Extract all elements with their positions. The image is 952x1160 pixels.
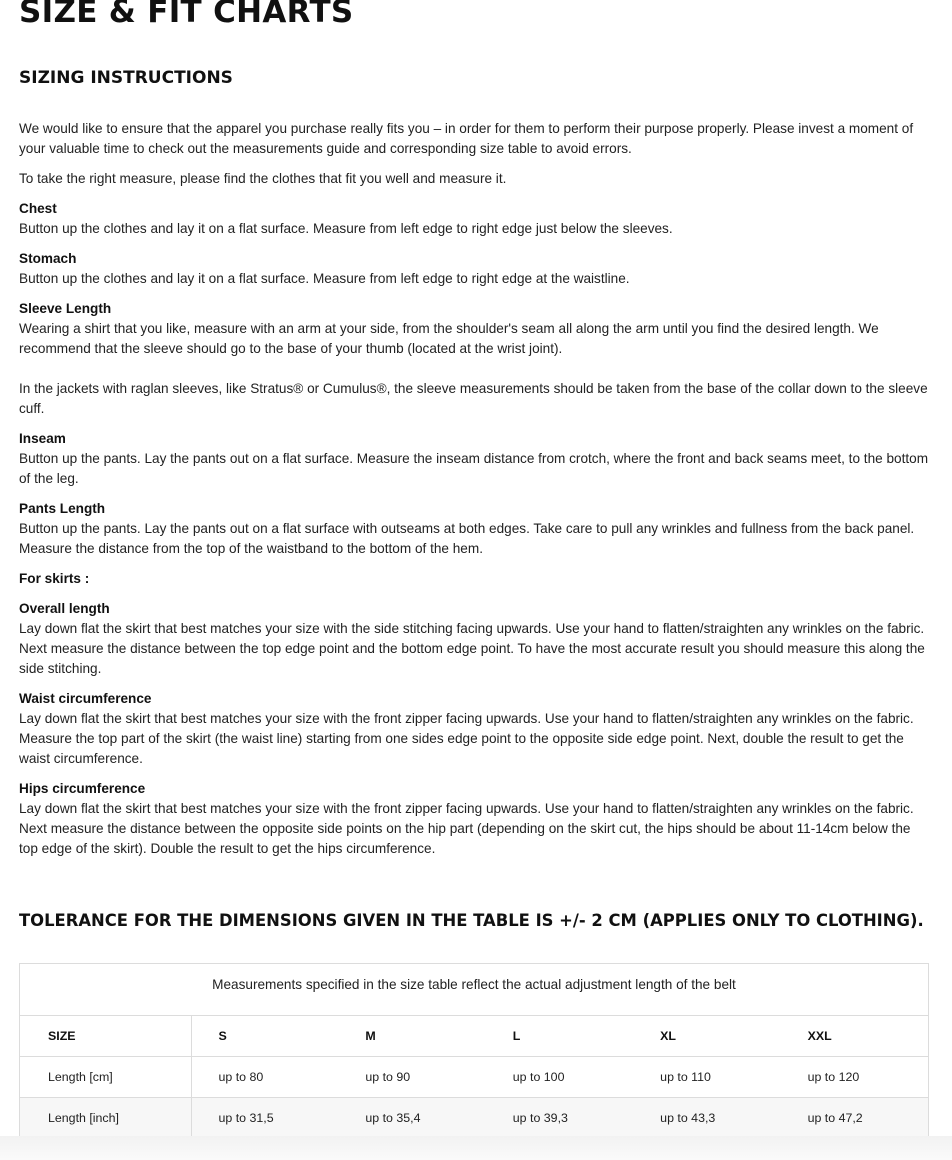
- hips-section: [19, 779, 931, 859]
- header-xxl: XXL: [807, 1029, 832, 1043]
- row-label-inch: Length [inch]: [20, 1098, 191, 1139]
- table-cell: up to 31,5: [218, 1111, 274, 1125]
- sleeve-title: Sleeve Length: [19, 301, 112, 316]
- size-table-grid: [20, 1016, 928, 1138]
- table-cell: up to 90: [365, 1070, 411, 1084]
- chest-text: Button up the clothes and lay it on a flat surface. Measure from left edge to right edge just below the sleeves.: [19, 221, 673, 236]
- header-size: SIZE: [20, 1016, 191, 1057]
- table-cell: up to 110: [660, 1070, 711, 1084]
- pants-length-title: Pants Length: [19, 501, 106, 516]
- inseam-section: [19, 429, 931, 489]
- sleeve-text: Wearing a shirt that you like, measure with an arm at your side, from the shoulder's seam all along the arm until you find the desired length. We recommend that the sleeve should go to the base of your thumb (located at the wrist joint).: [19, 321, 879, 356]
- overall-length-title: Overall length: [19, 601, 110, 616]
- skirts-heading-para: [19, 569, 931, 589]
- chest-title: Chest: [19, 201, 57, 216]
- header-l: L: [512, 1029, 521, 1043]
- intro-paragraph: We would like to ensure that the apparel you purchase really fits you – in order for them to perform their purpose properly. Please invest a moment of your valuable time to check out the measurements guide and corresponding size table to avoid errors.: [19, 121, 914, 156]
- table-cell: up to 43,3: [660, 1111, 716, 1125]
- table-cell: up to 47,2: [807, 1111, 863, 1125]
- inseam-text: Button up the pants. Lay the pants out on a flat surface. Measure the inseam distance from crotch, where the front and back seams meet, to the bottom of the leg.: [19, 451, 929, 486]
- overall-length-section: [19, 599, 931, 679]
- raglan-note: In the jackets with raglan sleeves, like Stratus® or Cumulus®, the sleeve measurements should be taken from the base of the collar down to the sleeve cuff.: [19, 381, 928, 416]
- section-title: SIZING INSTRUCTIONS: [19, 68, 233, 88]
- table-row: [20, 1098, 928, 1139]
- header-s: S: [218, 1029, 227, 1043]
- header-m: M: [365, 1029, 376, 1043]
- pants-length-section: [19, 499, 931, 559]
- intro-measure-note: To take the right measure, please find the clothes that fit you well and measure it.: [19, 171, 507, 186]
- hips-text: Lay down flat the skirt that best matches your size with the front zipper facing upwards. Use your hand to flatten/straighten any wrinkles on the fabric. Next measure the distance between the opposite side points on the hip part (depending on the skirt cut, the hips should be about 11-14cm below the top edge of the skirt). Double the result to get the hips circumference.: [19, 801, 914, 856]
- inseam-title: Inseam: [19, 431, 66, 446]
- sizing-instructions: [19, 119, 931, 869]
- table-cell: up to 100: [512, 1070, 565, 1084]
- header-xl: XL: [660, 1029, 677, 1043]
- table-row: [20, 1057, 928, 1098]
- skirts-heading: For skirts :: [19, 571, 90, 586]
- sleeve-section: [19, 299, 931, 359]
- table-cell: up to 120: [807, 1070, 860, 1084]
- waist-title: Waist circumference: [19, 691, 152, 706]
- waist-section: [19, 689, 931, 769]
- table-cell: up to 39,3: [512, 1111, 568, 1125]
- page-title: SIZE & FIT CHARTS: [19, 0, 354, 30]
- stomach-text: Button up the clothes and lay it on a flat surface. Measure from left edge to right edge at the waistline.: [19, 271, 630, 286]
- stomach-title: Stomach: [19, 251, 77, 266]
- table-header-row: [20, 1016, 928, 1057]
- overall-length-text: Lay down flat the skirt that best matches your size with the side stitching facing upwards. Use your hand to flatten/straighten any wrinkles on the fabric. Next measure the distance between the top edge point and the bottom edge point. To have the most accurate result you should measure this along the side stitching.: [19, 621, 925, 676]
- size-table: [19, 963, 929, 1136]
- chest-section: [19, 199, 931, 239]
- waist-text: Lay down flat the skirt that best matches your size with the front zipper facing upwards. Use your hand to flatten/straighten any wrinkles on the fabric. Measure the top part of the skirt (the waist line) starting from one sides edge point to the opposite side edge point. Next, double the result to get the waist circumference.: [19, 711, 914, 766]
- hips-title: Hips circumference: [19, 781, 146, 796]
- stomach-section: [19, 249, 931, 289]
- tolerance-title: TOLERANCE FOR THE DIMENSIONS GIVEN IN THE TABLE IS +/- 2 CM (APPLIES ONLY TO CLOTHING).: [19, 911, 924, 930]
- table-cell: up to 35,4: [365, 1111, 421, 1125]
- footer-divider: [0, 1136, 952, 1160]
- table-caption: Measurements specified in the size table reflect the actual adjustment length of the belt: [20, 964, 928, 1016]
- row-label-cm: Length [cm]: [20, 1057, 191, 1098]
- table-cell: up to 80: [218, 1070, 264, 1084]
- pants-length-text: Button up the pants. Lay the pants out on a flat surface with outseams at both edges. Take care to pull any wrinkles and fullness from the back panel. Measure the distance from the top of the waistband to the bottom of the hem.: [19, 521, 915, 556]
